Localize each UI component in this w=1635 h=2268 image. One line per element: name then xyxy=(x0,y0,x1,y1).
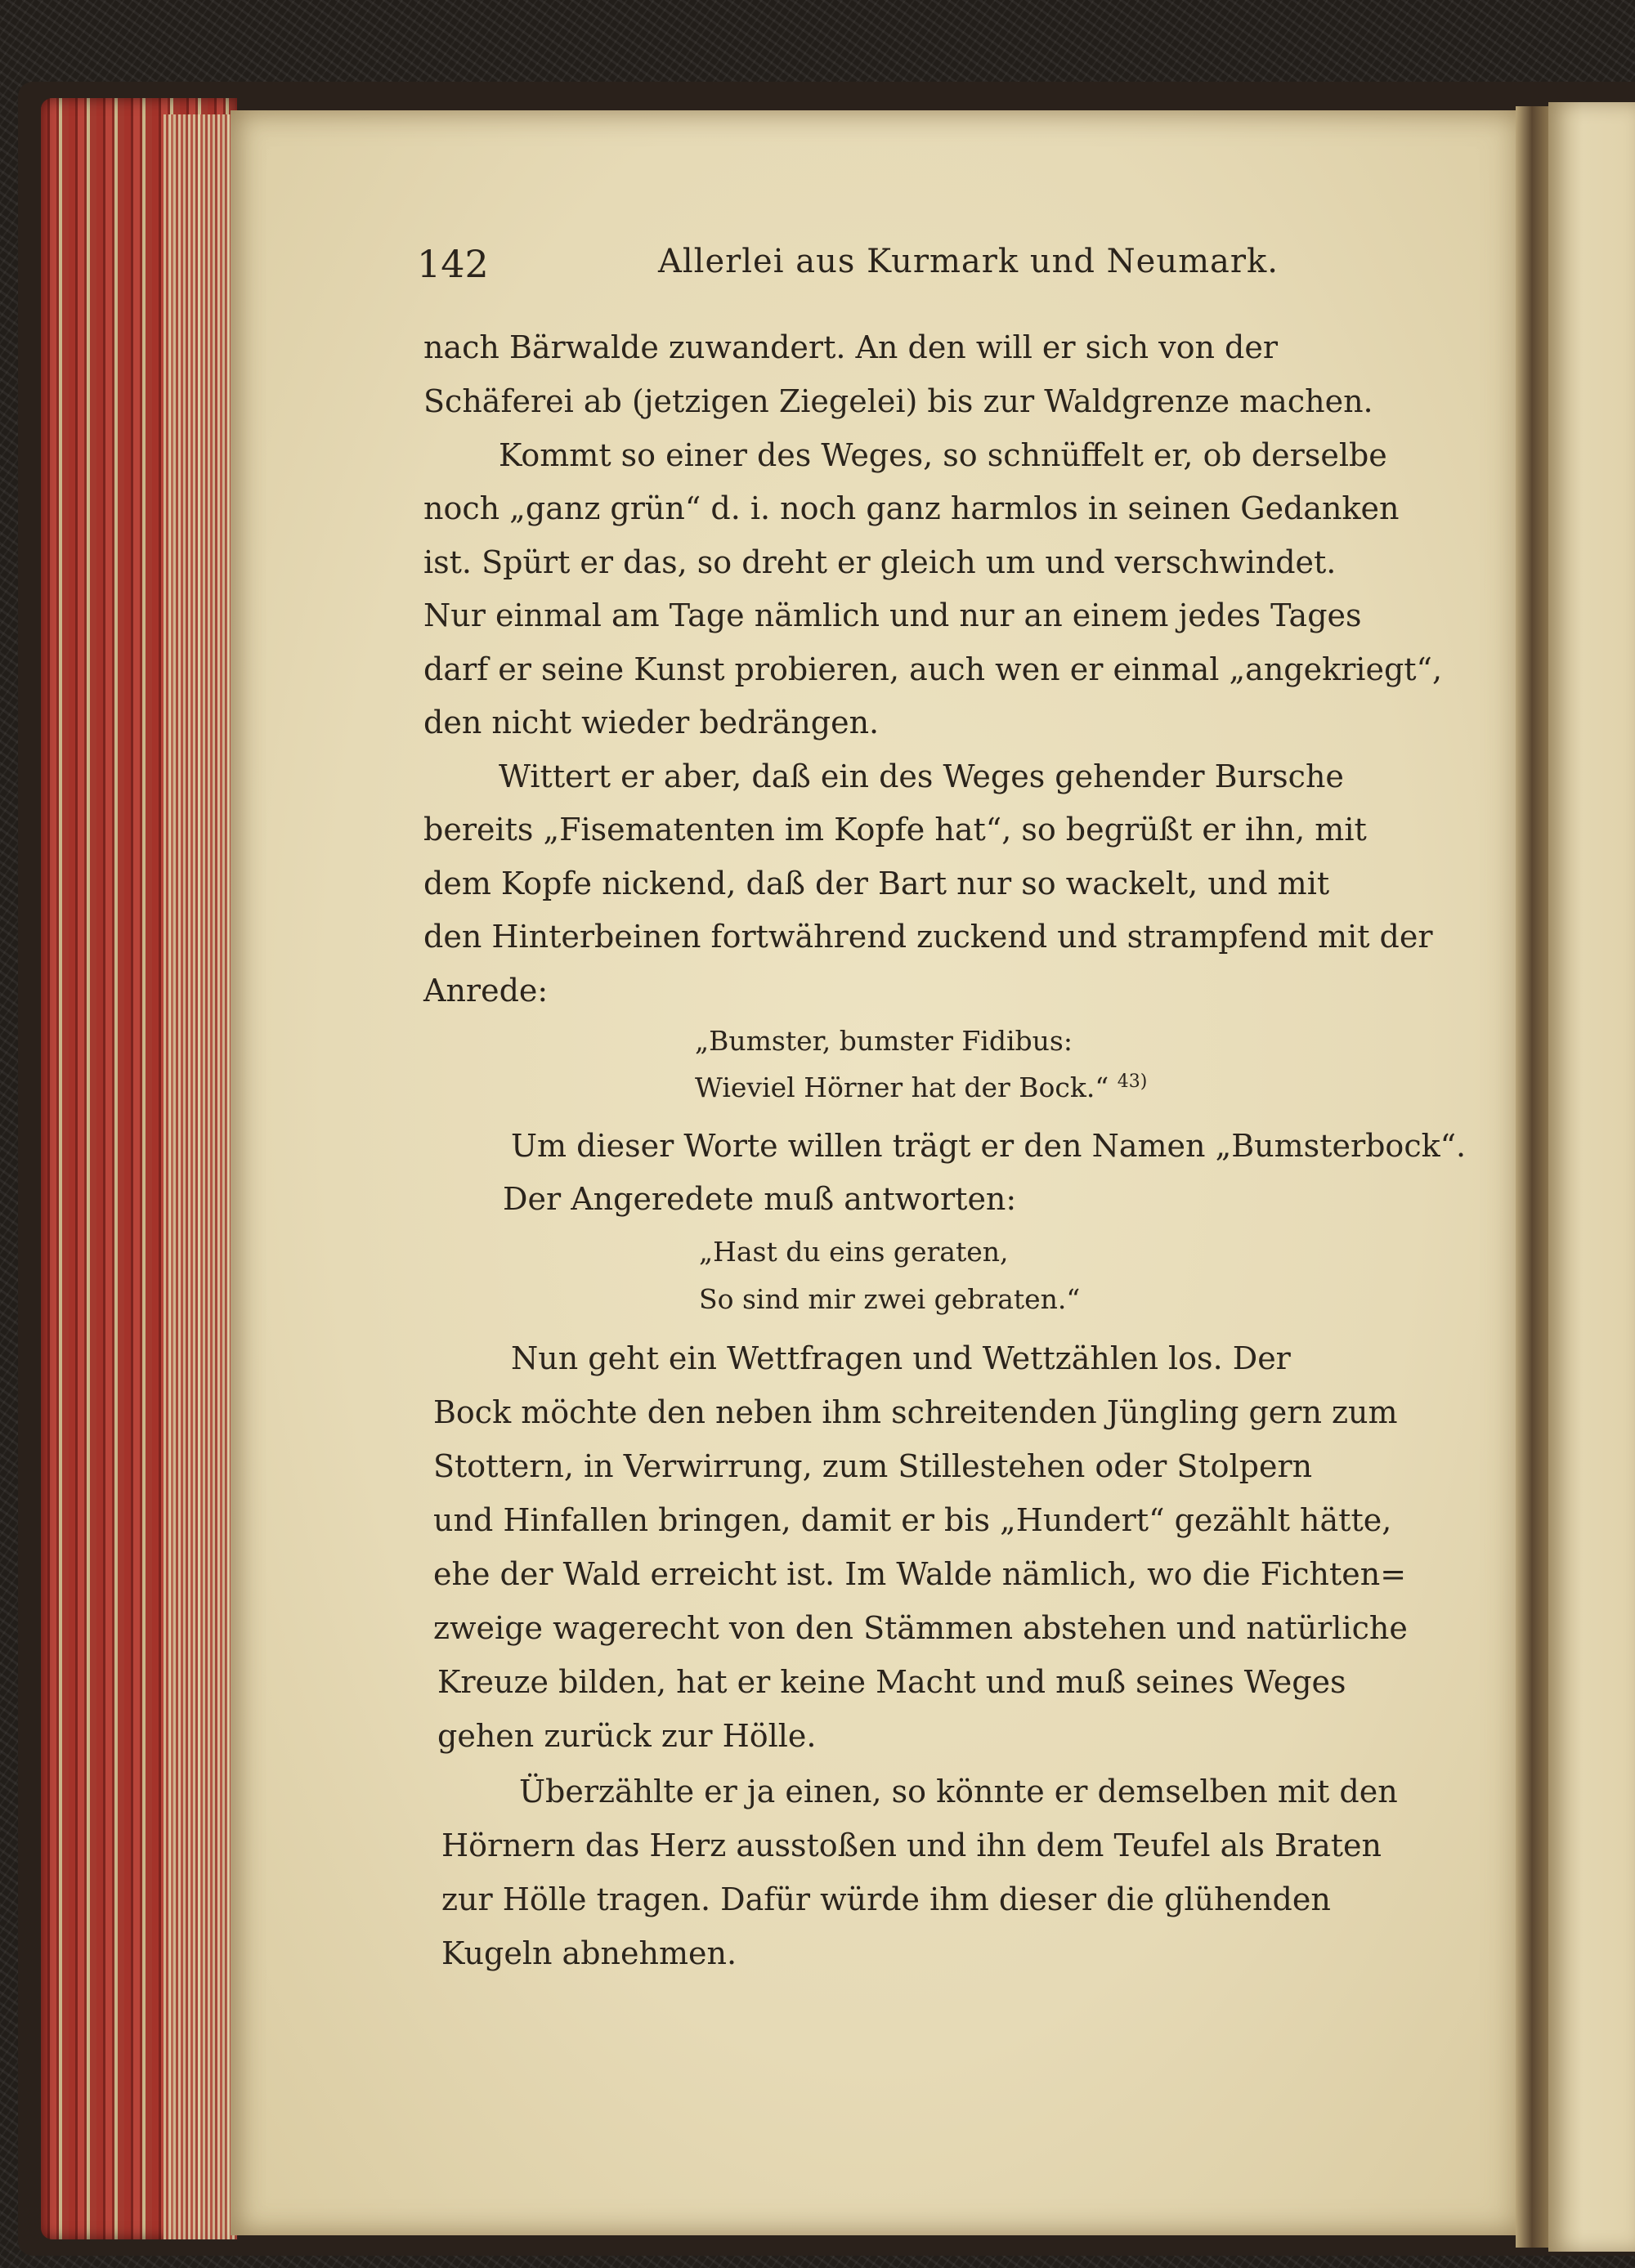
text-line: ehe der Wald erreicht ist. Im Walde nämlich, wo die Fichten= xyxy=(433,1556,1407,1592)
text-line: den nicht wieder bedrängen. xyxy=(423,705,880,740)
book-gutter xyxy=(1516,106,1548,2248)
verse-line-with-footnote xyxy=(695,1071,1147,1103)
verse-line: So sind mir zwei gebraten.“ xyxy=(699,1283,1081,1315)
text-line: noch „ganz grün“ d. i. noch ganz harmlos in seinen Gedanken xyxy=(423,490,1400,526)
text-line: bereits „Fisematenten im Kopfe hat“, so begrüßt er ihn, mit xyxy=(423,812,1367,848)
text-line: Stottern, in Verwirrung, zum Stillestehen oder Stolpern xyxy=(433,1448,1313,1484)
text-line: Hörnern das Herz ausstoßen und ihn dem Teufel als Braten xyxy=(441,1827,1382,1863)
text-line: zur Hölle tragen. Dafür würde ihm dieser die glühenden xyxy=(441,1881,1331,1917)
page-number: 142 xyxy=(417,242,489,286)
text-line: gehen zurück zur Hölle. xyxy=(437,1718,817,1754)
text-line: Anrede: xyxy=(423,973,549,1009)
verse-line: „Hast du eins geraten, xyxy=(699,1236,1009,1268)
verse-line: „Bumster, bumster Fidibus: xyxy=(695,1025,1073,1057)
facing-page-edge xyxy=(1548,102,1635,2252)
page-edges-inner xyxy=(164,114,237,2239)
text-line: den Hinterbeinen fortwährend zuckend und strampfend mit der xyxy=(423,919,1433,955)
text-line: dem Kopfe nickend, daß der Bart nur so wackelt, und mit xyxy=(423,866,1330,901)
text-line: Bock möchte den neben ihm schreitenden Jüngling gern zum xyxy=(433,1394,1398,1430)
text-line: Kugeln abnehmen. xyxy=(441,1935,737,1971)
text-line: ist. Spürt er das, so dreht er gleich um und verschwindet. xyxy=(423,544,1337,580)
text-line: zweige wagerecht von den Stämmen abstehen und natürliche xyxy=(433,1610,1408,1646)
text-line: und Hinfallen bringen, damit er bis „Hundert“ gezählt hätte, xyxy=(433,1502,1392,1538)
text-line: Kommt so einer des Weges, so schnüffelt er, ob derselbe xyxy=(499,437,1387,473)
text-line: Nun geht ein Wettfragen und Wettzählen los. Der xyxy=(511,1340,1291,1376)
text-line: Um dieser Worte willen trägt er den Namen „Bumsterbock“. xyxy=(511,1128,1467,1164)
text-line: Kreuze bilden, hat er keine Macht und muß seines Weges xyxy=(437,1664,1346,1700)
text-line: Der Angeredete muß antworten: xyxy=(503,1181,1017,1217)
text-line: darf er seine Kunst probieren, auch wen er einmal „angekriegt“, xyxy=(423,651,1443,687)
text-line: Schäferei ab (jetzigen Ziegelei) bis zur Waldgrenze machen. xyxy=(423,383,1373,419)
running-head: Allerlei aus Kurmark und Neumark. xyxy=(658,243,1279,280)
verse-line-text: Wieviel Hörner hat der Bock.“ xyxy=(695,1071,1109,1103)
text-line: nach Bärwalde zuwandert. An den will er sich von der xyxy=(423,329,1279,365)
text-line: Wittert er aber, daß ein des Weges gehender Bursche xyxy=(499,758,1344,794)
footnote-ref: 43) xyxy=(1117,1071,1148,1092)
text-line: Nur einmal am Tage nämlich und nur an einem jedes Tages xyxy=(423,597,1362,633)
text-line: Überzählte er ja einen, so könnte er demselben mit den xyxy=(519,1774,1398,1809)
